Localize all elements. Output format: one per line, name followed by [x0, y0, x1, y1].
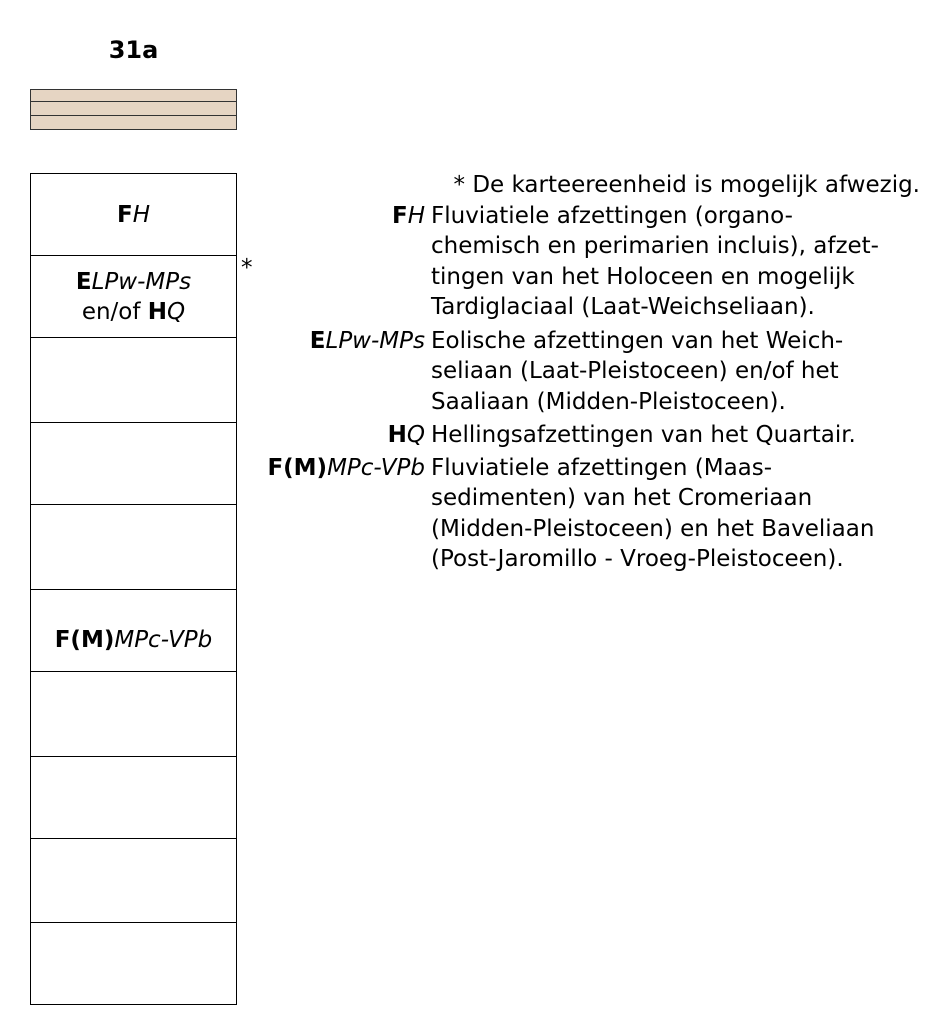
legend-code: HQ [387, 422, 425, 448]
legend-item [244, 420, 930, 451]
legend-code: FH [391, 202, 425, 229]
layer-cell-empty [30, 422, 237, 505]
legend-code: ELPw-MPs [309, 327, 425, 354]
legend-code: F(M)MPc-VPb [267, 454, 425, 481]
unit-connector: en/of [81, 298, 148, 325]
legend-description: Fluviatiele afzettingen (Maas- sedimenten) van het Cromeriaan (Midden-Pleistoceen) en het Baveliaan (Post-Jaromillo - Vroeg-Pleistoceen). [431, 454, 875, 572]
unit-code-italic: MPc-VPb [114, 626, 213, 653]
legend-note-text: * De karteereenheid is mogelijk afwezig. [453, 172, 920, 198]
layer-cell-fh [30, 173, 237, 256]
legend-item [244, 201, 930, 323]
layer-cell-empty [30, 756, 237, 839]
legend-item [244, 453, 930, 575]
legend [244, 170, 930, 575]
unit-code-bold: H [147, 298, 168, 325]
layer-cell-empty [30, 337, 237, 423]
layer-cell-empty [30, 838, 237, 923]
possibly-absent-marker: * [241, 255, 253, 281]
unit-code-bold: F(M) [54, 626, 115, 653]
layer-cell-empty [30, 504, 237, 590]
column-title: 31a [108, 36, 159, 64]
legend-item [244, 326, 930, 418]
surface-band [30, 89, 237, 102]
layer-cell-elpw-hq [30, 255, 237, 338]
legend-description: Fluviatiele afzettingen (organo- chemisch en perimarien incluis), afzet- tingen van het Holoceen en mogelijk Tardiglaciaal (Laat-Weichseliaan). [431, 202, 879, 320]
layer-cell-fm [30, 589, 237, 672]
surface-bands [30, 89, 237, 130]
unit-code-italic: H [132, 201, 150, 228]
legend-note [244, 170, 930, 201]
layer-cell-empty [30, 922, 237, 1005]
unit-code-bold: E [75, 268, 92, 295]
layer-cell-empty [30, 671, 237, 757]
legend-description: Eolische afzettingen van het Weich- seliaan (Laat-Pleistoceen) en/of het Saaliaan (Midden-Pleistoceen). [431, 327, 844, 415]
surface-band [30, 102, 237, 116]
unit-code-italic: LPw-MPs [91, 268, 192, 295]
legend-description: Hellingsafzettingen van het Quartair. [431, 422, 856, 448]
surface-band [30, 116, 237, 130]
unit-code-bold: F [116, 201, 133, 228]
unit-code-italic: Q [167, 298, 186, 325]
